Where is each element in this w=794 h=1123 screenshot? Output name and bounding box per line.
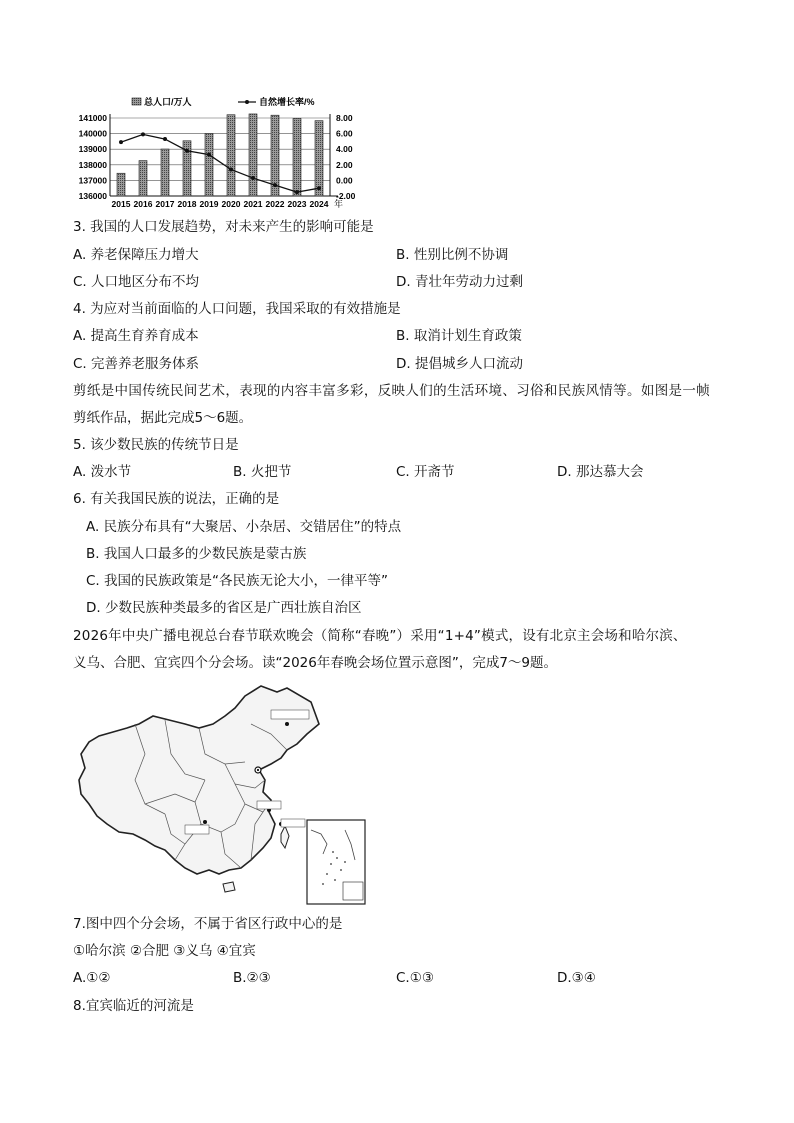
y-right-tick-label: 0.00: [336, 175, 353, 186]
q6-option-d[interactable]: D. 少数民族种类最多的省区是广西壮族自治区: [86, 600, 362, 616]
harbin-marker: [285, 722, 289, 726]
q4-stem: 4. 为应对当前面临的人口问题，我国采取的有效措施是: [73, 301, 401, 317]
population-chart: [72, 92, 372, 210]
y-right-tick-label: -2.00: [336, 191, 356, 201]
q3-option-a[interactable]: A. 养老保障压力增大: [73, 247, 199, 263]
y-left-tick-label: 141000: [78, 113, 107, 123]
x-tick-label: 2020: [221, 199, 241, 209]
growth-rate-point: [141, 132, 145, 136]
growth-rate-point: [229, 167, 233, 171]
y-right-tick-label: 6.00: [336, 128, 353, 139]
q8-stem: 8.宜宾临近的河流是: [73, 998, 194, 1014]
q4-option-d[interactable]: D. 提倡城乡人口流动: [396, 356, 523, 372]
q6-stem: 6. 有关我国民族的说法，正确的是: [73, 491, 280, 507]
q7-option-d[interactable]: D.③④: [557, 970, 596, 986]
growth-rate-point: [251, 176, 255, 180]
q7-option-c[interactable]: C.①③: [396, 970, 434, 986]
growth-rate-point: [295, 190, 299, 194]
growth-rate-point: [207, 153, 211, 157]
x-tick-label: 2022: [265, 199, 285, 209]
population-bar: [227, 115, 235, 196]
growth-rate-line: [121, 134, 319, 192]
population-bar: [249, 114, 257, 196]
q7-items: ①哈尔滨 ②合肥 ③义乌 ④宜宾: [73, 943, 256, 959]
x-tick-label: 2016: [133, 199, 153, 209]
x-tick-label: 2024: [309, 199, 329, 209]
x-tick-label: 2021: [243, 199, 263, 209]
q3-option-d[interactable]: D. 青壮年劳动力过剩: [396, 274, 523, 290]
x-tick-label: 2015: [111, 199, 131, 209]
growth-rate-point: [273, 183, 277, 187]
population-bar: [315, 121, 323, 196]
population-bar: [293, 118, 301, 196]
y-left-tick-label: 137000: [78, 175, 107, 186]
q5-stem: 5. 该少数民族的传统节日是: [73, 437, 239, 453]
passage-gala-line1: 2026年中央广播电视总台春节联欢晚会（简称“春晚”）采用“1+4”模式，设有北京主会场和哈尔滨、: [73, 628, 687, 644]
q7-option-b[interactable]: B.②③: [233, 970, 271, 986]
q6-option-a[interactable]: A. 民族分布具有“大聚居、小杂居、交错居住”的特点: [86, 519, 402, 535]
q3-option-c[interactable]: C. 人口地区分布不均: [73, 274, 200, 290]
passage-gala-line2: 义乌、合肥、宜宾四个分会场。读“2026年春晚会场位置示意图”，完成7～9题。: [73, 655, 558, 671]
x-tick-label: 2017: [155, 199, 175, 209]
growth-rate-point: [163, 137, 167, 141]
population-bar: [139, 161, 147, 196]
y-right-tick-label: 2.00: [336, 159, 353, 170]
x-tick-label: 2019: [199, 199, 219, 209]
q4-option-a[interactable]: A. 提高生育养育成本: [73, 328, 199, 344]
q7-stem: 7.图中四个分会场，不属于省区行政中心的是: [73, 916, 343, 932]
gala-venue-map: [75, 684, 367, 906]
y-right-tick-label: 8.00: [336, 113, 353, 123]
growth-rate-point: [185, 149, 189, 153]
y-left-tick-label: 136000: [78, 191, 107, 201]
legend-bar-swatch: [132, 98, 141, 105]
q3-option-b[interactable]: B. 性别比例不协调: [396, 247, 509, 263]
legend-bar-label: 总人口/万人: [144, 97, 192, 107]
passage-papercut-line2: 剪纸作品，据此完成5～6题。: [73, 410, 253, 426]
q5-option-b[interactable]: B. 火把节: [233, 464, 292, 480]
q7-option-a[interactable]: A.①②: [73, 970, 111, 986]
growth-rate-point: [317, 186, 321, 190]
q4-option-b[interactable]: B. 取消计划生育政策: [396, 328, 522, 344]
x-tick-label: 2018: [177, 199, 197, 209]
x-tick-label: 2023: [287, 199, 307, 209]
legend-line-label: 自然增长率/%: [259, 97, 315, 107]
q6-option-b[interactable]: B. 我国人口最多的少数民族是蒙古族: [86, 546, 307, 562]
q4-option-c[interactable]: C. 完善养老服务体系: [73, 356, 200, 372]
population-bar: [161, 149, 169, 196]
q6-option-c[interactable]: C. 我国的民族政策是“各民族无论大小，一律平等”: [86, 573, 388, 589]
legend-line-marker: [245, 100, 249, 104]
q3-stem: 3. 我国的人口发展趋势，对未来产生的影响可能是: [73, 219, 374, 235]
population-bar: [205, 133, 213, 196]
y-left-tick-label: 138000: [78, 159, 107, 170]
q5-option-a[interactable]: A. 泼水节: [73, 464, 132, 480]
population-bar: [117, 173, 125, 196]
y-right-tick-label: 4.00: [336, 144, 353, 155]
growth-rate-point: [119, 140, 123, 144]
y-left-tick-label: 139000: [78, 144, 107, 155]
x-unit-label: 年: [334, 199, 344, 209]
y-left-tick-label: 140000: [78, 128, 107, 139]
q5-option-c[interactable]: C. 开斋节: [396, 464, 455, 480]
yibin-marker: [203, 820, 207, 824]
q5-option-d[interactable]: D. 那达慕大会: [557, 464, 644, 480]
passage-papercut-line1: 剪纸是中国传统民间艺术，表现的内容丰富多彩，反映人们的生活环境、习俗和民族风情等。如图是一帧: [73, 383, 711, 399]
